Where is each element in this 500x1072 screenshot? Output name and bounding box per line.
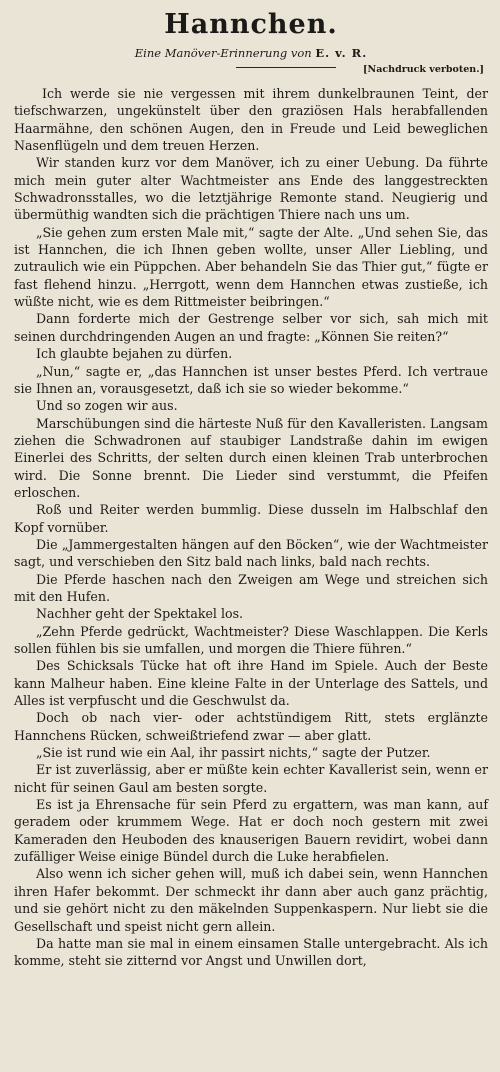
paragraph: Es ist ja Ehrensache für sein Pferd zu ergattern, was man kann, auf geradem oder krummem Wege. Hat er doch noch gestern mit zwei Kameraden den Heuboden des knauserigen Bauern revidirt, wobei dann zufälliger Weise einige Bündel durch die Luke herabfielen. (14, 797, 488, 865)
paragraph: Nachher geht der Spektakel los. (36, 606, 244, 622)
paragraph: „Zehn Pferde gedrückt, Wachtmeister? Diese Waschlappen. Die Kerls sollen fühlen bis sie umfallen, und morgen die Thiere führen.“ (14, 623, 488, 656)
paragraph: Des Schicksals Tücke hat oft ihre Hand im Spiele. Auch der Beste kann Malheur haben. Eine kleine Falte in der Unterlage des Sattels, und Alles ist verpfuscht und die Geschwulst da. (14, 658, 488, 709)
paragraph: Also wenn ich sicher gehen will, muß ich dabei sein, wenn Hannchen ihren Hafer bekommt. Der schmeckt ihr dann aber auch ganz prächtig, und sie gehört nicht zu den mäkelnden Suppenkaspern. Nur liebt sie die Gesellschaft und speist nicht gern allein. (14, 866, 488, 934)
article-body (14, 85, 488, 970)
paragraph: Ich glaubte bejahen zu dürfen. (36, 346, 233, 362)
paragraph: Die „Jammergestalten hängen auf den Böcken“, wie der Wachtmeister sagt, und verschieben den Sitz bald nach links, bald nach rechts. (14, 536, 488, 570)
header-rule-row (14, 63, 488, 81)
paragraph: Doch ob nach vier- oder achtstündigem Ritt, stets erglänzte Hannchens Rücken, schweißtriefend zwar — aber glatt. (14, 710, 488, 743)
paragraph: „Nun,“ sagte er, „das Hannchen ist unser bestes Pferd. Ich vertraue sie Ihnen an, vorausgesetzt, daß ich sie so wieder bekomme.“ (14, 363, 488, 396)
reprint-notice: [Nachdruck verboten.] (363, 64, 484, 75)
paragraph: „Sie gehen zum ersten Male mit,“ sagte der Alte. „Und sehen Sie, das ist Hannchen, die ich Ihnen geben wollte, unser Aller Liebling, und zutraulich wie ein Püppchen. Aber behandeln Sie das Thier gut,“ fügte er fast flehend hinzu. „Herrgott, wenn dem Hannchen etwas zustieße, ich wüßte nicht, wie es dem Rittmeister beibringen.“ (14, 224, 488, 310)
paragraph: Da hatte man sie mal in einem einsamen Stalle untergebracht. Als ich komme, steht sie zitternd vor Angst und Unwillen dort, (14, 935, 488, 969)
paragraph: Ich werde sie nie vergessen mit ihrem dunkelbraunen Teint, der tiefschwarzen, ungekünstelt über den graziösen Hals herabfallenden Haarmähne, den schönen Augen, den in Freude und Leid beweglichen Nasenflügeln und dem treuen Herzen. (14, 86, 488, 154)
article-subtitle (14, 45, 488, 61)
subtitle-prefix: Eine Manöver-Erinnerung von (134, 46, 312, 60)
title-divider (236, 67, 336, 68)
paragraph: Marschübungen sind die härteste Nuß für den Kavalleristen. Langsam ziehen die Schwadronen auf staubiger Landstraße dahin im ewigen Einerlei des Schritts, der selten durch einen kleinen Trab unterbrochen wird. Die Sonne brennt. Die Lieder sind verstummt, die Pfeifen erloschen. (14, 415, 488, 500)
author-name: E. v. R. (315, 46, 368, 60)
paragraph: Er ist zuverlässig, aber er müßte kein echter Kavallerist sein, wenn er nicht für seinen Gaul am besten sorgte. (14, 762, 488, 795)
paragraph: Die Pferde haschen nach den Zweigen am Wege und streichen sich mit den Hufen. (14, 571, 488, 604)
paragraph: Und so zogen wir aus. (36, 398, 178, 414)
paragraph: Roß und Reiter werden bummlig. Diese dusseln im Halbschlaf den Kopf vornüber. (14, 502, 488, 535)
paragraph: Wir standen kurz vor dem Manöver, ich zu einer Uebung. Da führte mich mein guter alter Wachtmeister ans Ende des langgestreckten Schwadronsstalles, wo die letztjährige Remonte stand. Neugierig und übermüthig wandten sich die prächtigen Thiere nach uns um. (14, 155, 488, 223)
article-title: Hannchen. (164, 9, 338, 40)
paragraph: „Sie ist rund wie ein Aal, ihr passirt nichts,“ sagte der Putzer. (36, 745, 431, 761)
paragraph: Dann forderte mich der Gestrenge selber vor sich, sah mich mit seinen durchdringenden Augen an und fragte: „Können Sie reiten?“ (14, 311, 488, 344)
